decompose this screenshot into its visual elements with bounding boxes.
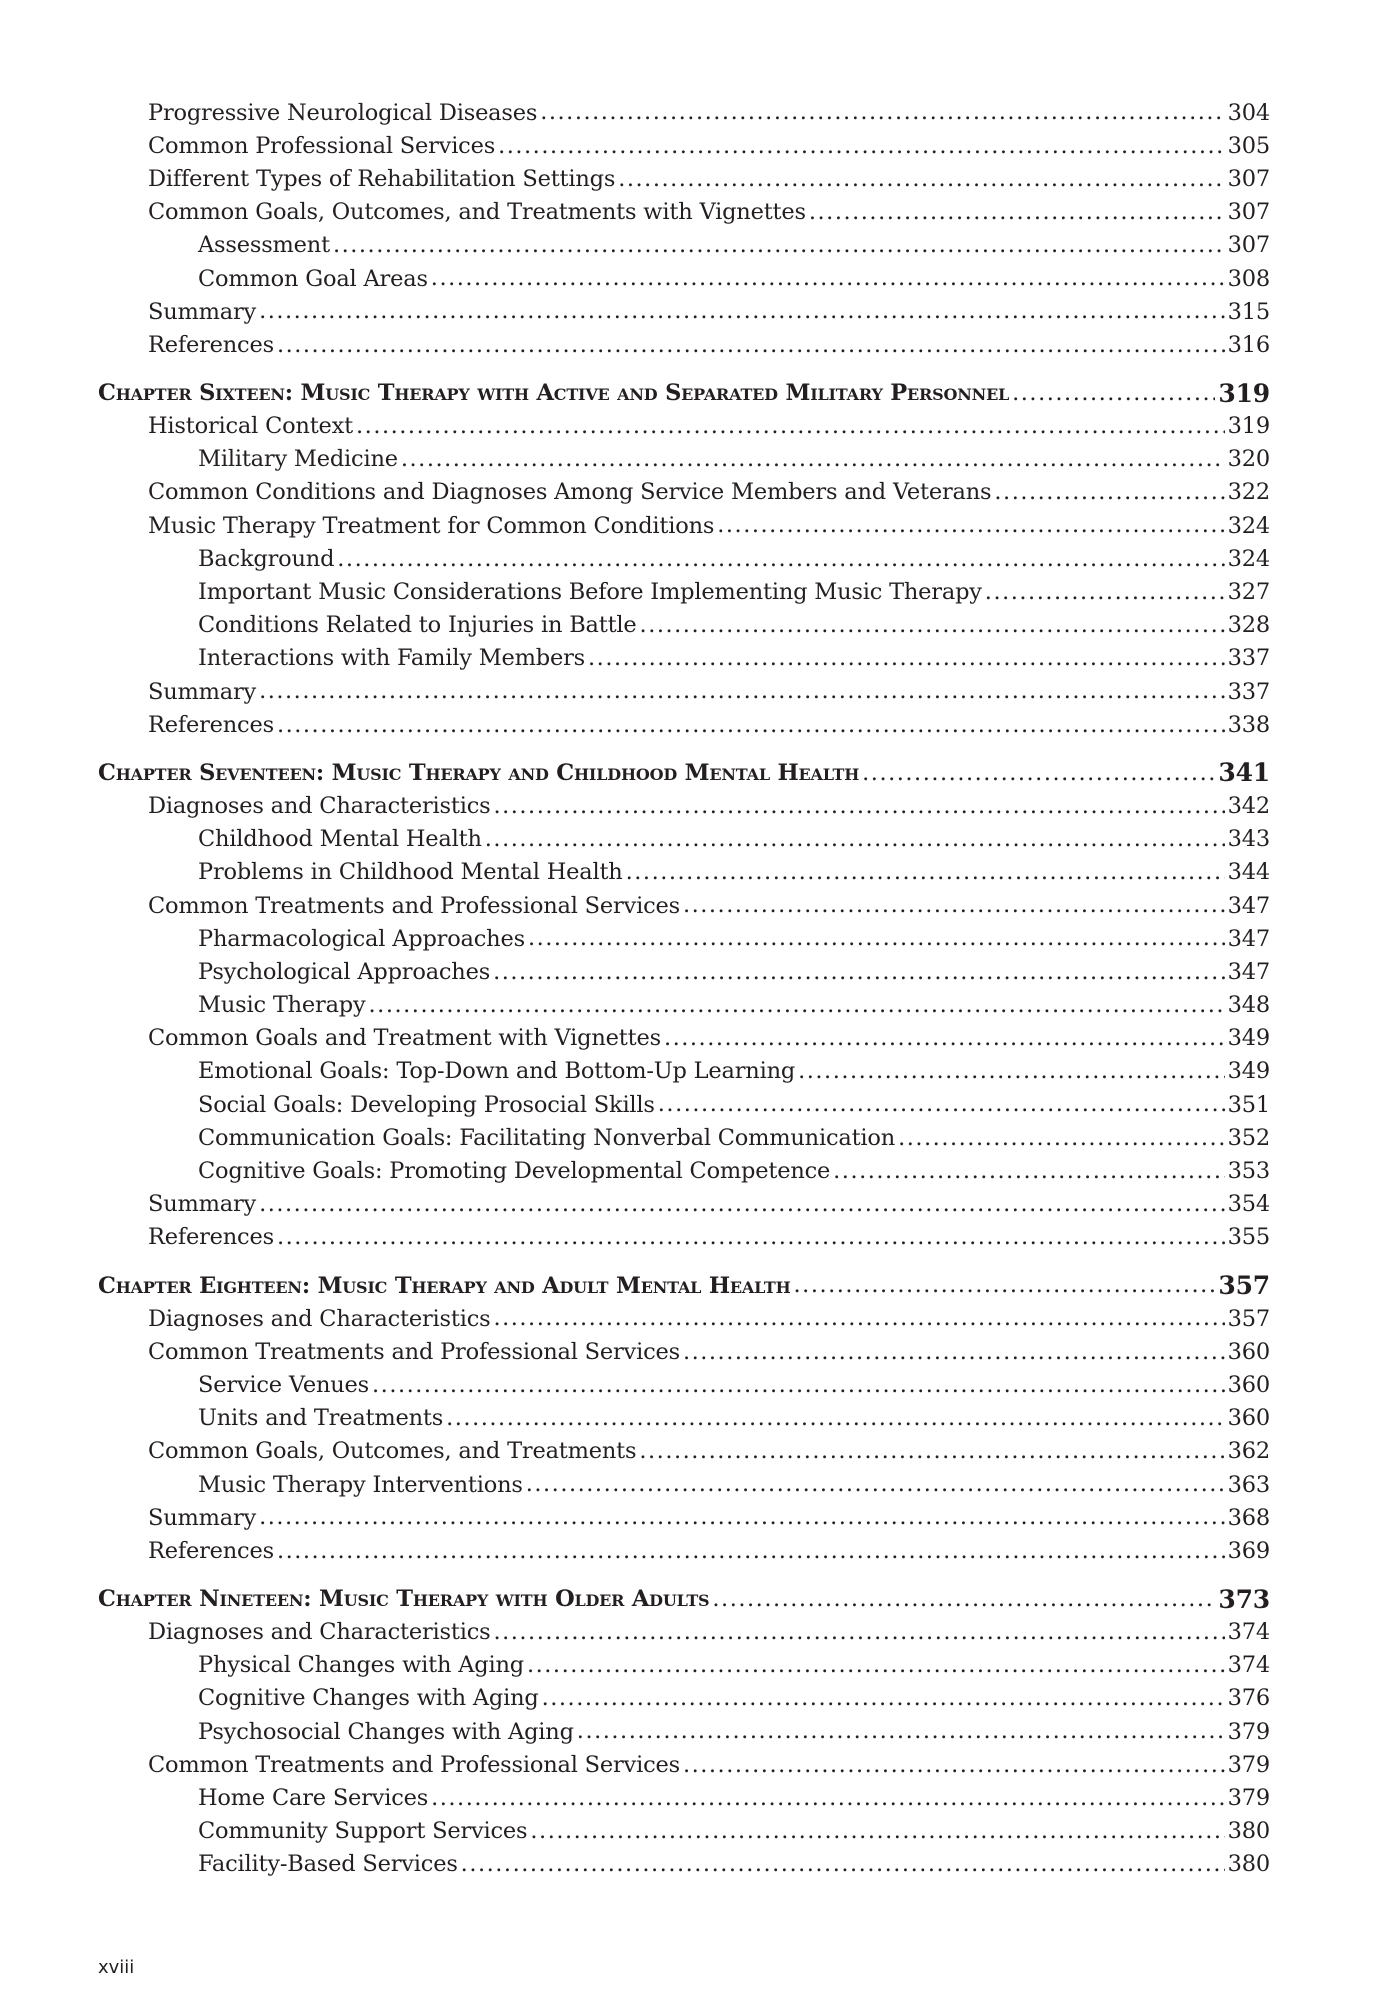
toc-entry bbox=[98, 1368, 1270, 1401]
toc-entry-title: Chapter Nineteen: Music Therapy with Older Adults bbox=[98, 1586, 710, 1612]
dot-leader bbox=[493, 1305, 1224, 1328]
toc-entry bbox=[98, 1715, 1270, 1748]
dot-leader bbox=[369, 992, 1225, 1015]
dot-leader bbox=[794, 1272, 1216, 1295]
dot-leader bbox=[277, 1538, 1225, 1561]
dot-leader bbox=[542, 1685, 1225, 1708]
dot-leader bbox=[588, 645, 1225, 668]
toc-entry-page: 337 bbox=[1227, 678, 1270, 705]
toc-entry bbox=[98, 1435, 1270, 1468]
toc-entry-title: Assessment bbox=[198, 232, 330, 259]
toc-entry-title: Different Types of Rehabilitation Settings bbox=[148, 165, 616, 192]
dot-leader bbox=[577, 1718, 1225, 1741]
toc-entry-title: Summary bbox=[148, 678, 257, 705]
toc-entry bbox=[98, 1534, 1270, 1567]
toc-entry-page: 349 bbox=[1227, 1025, 1270, 1052]
toc-entry-title: Interactions with Family Members bbox=[198, 645, 586, 672]
toc-entry bbox=[98, 1616, 1270, 1649]
toc-entry-page: 362 bbox=[1227, 1438, 1270, 1465]
toc-entry bbox=[98, 1055, 1270, 1088]
toc-entry-title: Emotional Goals: Top-Down and Bottom-Up Learning bbox=[198, 1058, 796, 1085]
toc-entry bbox=[98, 1848, 1270, 1881]
toc-entry bbox=[98, 1781, 1270, 1814]
toc-entry bbox=[98, 1121, 1270, 1154]
toc-entry-title: Music Therapy Interventions bbox=[198, 1471, 523, 1498]
dot-leader bbox=[530, 1818, 1224, 1841]
dot-leader bbox=[527, 1652, 1225, 1675]
dot-leader bbox=[528, 925, 1225, 948]
toc-entry-title: Common Conditions and Diagnoses Among Service Members and Veterans bbox=[148, 479, 992, 506]
toc-entry-title: Common Treatments and Professional Services bbox=[148, 1751, 680, 1778]
toc-entry bbox=[98, 1335, 1270, 1368]
dot-leader bbox=[498, 133, 1225, 156]
toc-entry-page: 354 bbox=[1227, 1191, 1270, 1218]
dot-leader bbox=[259, 1191, 1225, 1214]
toc-entry-page: 307 bbox=[1227, 199, 1270, 226]
dot-leader bbox=[401, 446, 1225, 469]
toc-entry bbox=[98, 823, 1270, 856]
dot-leader bbox=[493, 793, 1224, 816]
toc-entry-title: Chapter Eighteen: Music Therapy and Adult Mental Health bbox=[98, 1272, 791, 1299]
toc-entry-page: 341 bbox=[1218, 758, 1270, 788]
toc-entry bbox=[98, 129, 1270, 162]
toc-entry-title: Facility-Based Services bbox=[198, 1851, 458, 1878]
toc-entry-page: 327 bbox=[1227, 579, 1270, 606]
toc-entry-page: 352 bbox=[1227, 1124, 1270, 1151]
toc-entry-page: 315 bbox=[1227, 298, 1270, 325]
toc-entry-title: Chapter Sixteen: Music Therapy with Active and Separated Military Personnel bbox=[98, 380, 1010, 406]
toc-entry-title: Music Therapy bbox=[198, 992, 366, 1019]
toc-entry-title: Psychological Approaches bbox=[198, 958, 491, 985]
toc-entry-title: Background bbox=[198, 545, 335, 572]
toc-entry-title: Music Therapy Treatment for Common Conditions bbox=[148, 512, 715, 539]
toc-entry-title: Progressive Neurological Diseases bbox=[148, 99, 538, 126]
toc-entry-title: Military Medicine bbox=[198, 446, 398, 473]
toc-entry bbox=[98, 328, 1270, 361]
toc-entry-title: Community Support Services bbox=[198, 1818, 528, 1845]
toc-entry bbox=[98, 789, 1270, 822]
toc-entry-title: Problems in Childhood Mental Health bbox=[198, 859, 623, 886]
toc-entry-page: 376 bbox=[1227, 1685, 1270, 1712]
toc-entry-title: Important Music Considerations Before Implementing Music Therapy bbox=[198, 579, 982, 606]
toc-entry-page: 374 bbox=[1227, 1619, 1270, 1646]
toc-entry-page: 347 bbox=[1227, 958, 1270, 985]
toc-entry-title: Common Treatments and Professional Services bbox=[148, 892, 680, 919]
toc-entry-title: Common Goal Areas bbox=[198, 265, 428, 292]
toc-entry-title: Common Goals, Outcomes, and Treatments with Vignettes bbox=[148, 199, 806, 226]
toc-entry bbox=[98, 1748, 1270, 1781]
toc-entry bbox=[98, 1649, 1270, 1682]
dot-leader bbox=[898, 1125, 1225, 1148]
toc-chapter-entry bbox=[98, 756, 1270, 789]
toc-entry-title: References bbox=[148, 1537, 274, 1564]
toc-entry-title: Summary bbox=[148, 298, 257, 325]
toc-entry-page: 357 bbox=[1218, 1271, 1270, 1300]
dot-leader bbox=[809, 199, 1225, 222]
toc-entry-page: 324 bbox=[1227, 512, 1270, 539]
toc-entry-page: 320 bbox=[1227, 446, 1270, 473]
toc-entry-title: Home Care Services bbox=[198, 1785, 429, 1812]
toc-entry-title: Childhood Mental Health bbox=[198, 826, 482, 853]
dot-leader bbox=[862, 760, 1215, 783]
toc-entry bbox=[98, 96, 1270, 129]
toc-entry bbox=[98, 1088, 1270, 1121]
toc-entry-page: 360 bbox=[1227, 1338, 1270, 1365]
toc-entry-title: Diagnoses and Characteristics bbox=[148, 1305, 491, 1332]
dot-leader bbox=[618, 166, 1224, 189]
toc-entry-title: Psychosocial Changes with Aging bbox=[198, 1718, 574, 1745]
dot-leader bbox=[259, 298, 1225, 321]
toc-entry-title: Diagnoses and Characteristics bbox=[148, 1619, 491, 1646]
toc-entry-title: Common Goals, Outcomes, and Treatments bbox=[148, 1438, 637, 1465]
dot-leader bbox=[683, 1752, 1225, 1775]
dot-leader bbox=[277, 1224, 1225, 1247]
toc-entry bbox=[98, 856, 1270, 889]
dot-leader bbox=[985, 579, 1225, 602]
toc-entry-page: 380 bbox=[1227, 1851, 1270, 1878]
toc-entry-title: Common Professional Services bbox=[148, 132, 496, 159]
dot-leader bbox=[372, 1372, 1225, 1395]
dot-leader bbox=[540, 99, 1224, 122]
toc-entry-page: 380 bbox=[1227, 1818, 1270, 1845]
toc-entry-title: Summary bbox=[148, 1191, 257, 1218]
dot-leader bbox=[333, 232, 1225, 255]
toc-entry bbox=[98, 922, 1270, 955]
toc-entry bbox=[98, 675, 1270, 708]
toc-entry-page: 351 bbox=[1227, 1091, 1270, 1118]
toc-entry-page: 344 bbox=[1227, 859, 1270, 886]
dot-leader bbox=[626, 859, 1225, 882]
toc-entry-page: 337 bbox=[1227, 645, 1270, 672]
toc-entry-title: Units and Treatments bbox=[198, 1405, 444, 1432]
toc-entry-title: References bbox=[148, 1224, 274, 1251]
dot-leader bbox=[639, 1438, 1224, 1461]
toc-entry bbox=[98, 1154, 1270, 1187]
toc-entry bbox=[98, 196, 1270, 229]
dot-leader bbox=[431, 265, 1225, 288]
toc-entry-page: 304 bbox=[1227, 99, 1270, 126]
toc-entry-page: 353 bbox=[1227, 1158, 1270, 1185]
toc-entry-page: 307 bbox=[1227, 165, 1270, 192]
toc-entry bbox=[98, 1682, 1270, 1715]
toc-entry bbox=[98, 955, 1270, 988]
toc-entry-page: 308 bbox=[1227, 265, 1270, 292]
toc-entry-title: Cognitive Changes with Aging bbox=[198, 1685, 539, 1712]
toc-chapter-entry bbox=[98, 1269, 1270, 1302]
toc-entry bbox=[98, 989, 1270, 1022]
toc-entry-page: 374 bbox=[1227, 1652, 1270, 1679]
dot-leader bbox=[446, 1405, 1225, 1428]
toc-entry-page: 357 bbox=[1227, 1305, 1270, 1332]
toc-entry-title: Summary bbox=[148, 1504, 257, 1531]
toc-entry-page: 373 bbox=[1218, 1584, 1270, 1614]
dot-leader bbox=[717, 512, 1224, 535]
toc-entry bbox=[98, 1221, 1270, 1254]
dot-leader bbox=[833, 1158, 1225, 1181]
toc-entry-page: 379 bbox=[1227, 1718, 1270, 1745]
dot-leader bbox=[431, 1785, 1225, 1808]
dot-leader bbox=[356, 413, 1225, 436]
toc-entry-page: 319 bbox=[1227, 413, 1270, 440]
toc-entry bbox=[98, 162, 1270, 195]
page-number-folio: xviii bbox=[98, 1957, 135, 1978]
toc-entry-page: 360 bbox=[1227, 1405, 1270, 1432]
toc-entry-page: 379 bbox=[1227, 1785, 1270, 1812]
toc-entry bbox=[98, 509, 1270, 542]
toc-entry bbox=[98, 642, 1270, 675]
toc-entry-title: Conditions Related to Injuries in Battle bbox=[198, 612, 637, 639]
dot-leader bbox=[994, 479, 1224, 502]
toc-entry bbox=[98, 1188, 1270, 1221]
toc-entry bbox=[98, 1302, 1270, 1335]
dot-leader bbox=[798, 1058, 1225, 1081]
table-of-contents bbox=[98, 96, 1270, 1881]
toc-entry-page: 379 bbox=[1227, 1751, 1270, 1778]
dot-leader bbox=[259, 678, 1225, 701]
toc-chapter-entry bbox=[98, 1583, 1270, 1616]
toc-entry-page: 322 bbox=[1227, 479, 1270, 506]
toc-entry-title: Common Treatments and Professional Services bbox=[148, 1338, 680, 1365]
toc-entry bbox=[98, 575, 1270, 608]
toc-entry-title: Cognitive Goals: Promoting Developmental Competence bbox=[198, 1158, 831, 1185]
toc-entry-page: 363 bbox=[1227, 1471, 1270, 1498]
toc-entry bbox=[98, 410, 1270, 443]
toc-entry-page: 355 bbox=[1227, 1224, 1270, 1251]
dot-leader bbox=[658, 1091, 1225, 1114]
toc-entry bbox=[98, 609, 1270, 642]
toc-entry-page: 316 bbox=[1227, 331, 1270, 358]
dot-leader bbox=[337, 546, 1224, 569]
toc-entry-page: 369 bbox=[1227, 1537, 1270, 1564]
toc-entry-page: 349 bbox=[1227, 1058, 1270, 1085]
dot-leader bbox=[1012, 380, 1215, 403]
dot-leader bbox=[526, 1471, 1225, 1494]
toc-entry-page: 342 bbox=[1227, 792, 1270, 819]
toc-entry-title: References bbox=[148, 331, 274, 358]
dot-leader bbox=[259, 1504, 1225, 1527]
toc-entry bbox=[98, 542, 1270, 575]
toc-entry-title: Service Venues bbox=[198, 1371, 370, 1398]
toc-entry bbox=[98, 443, 1270, 476]
dot-leader bbox=[493, 959, 1225, 982]
toc-entry bbox=[98, 476, 1270, 509]
toc-entry bbox=[98, 889, 1270, 922]
dot-leader bbox=[485, 826, 1225, 849]
dot-leader bbox=[277, 332, 1225, 355]
toc-entry-page: 305 bbox=[1227, 132, 1270, 159]
dot-leader bbox=[493, 1619, 1224, 1642]
toc-entry-title: Chapter Seventeen: Music Therapy and Childhood Mental Health bbox=[98, 759, 860, 786]
toc-entry-page: 348 bbox=[1227, 992, 1270, 1019]
dot-leader bbox=[277, 712, 1225, 735]
toc-entry bbox=[98, 262, 1270, 295]
toc-entry-page: 347 bbox=[1227, 892, 1270, 919]
toc-chapter-entry bbox=[98, 377, 1270, 410]
toc-entry-title: Common Goals and Treatment with Vignettes bbox=[148, 1025, 661, 1052]
toc-entry bbox=[98, 229, 1270, 262]
toc-entry bbox=[98, 1402, 1270, 1435]
dot-leader bbox=[640, 612, 1225, 635]
toc-entry-page: 368 bbox=[1227, 1504, 1270, 1531]
toc-entry-page: 328 bbox=[1227, 612, 1270, 639]
dot-leader bbox=[712, 1586, 1215, 1609]
toc-entry-title: Social Goals: Developing Prosocial Skills bbox=[198, 1091, 655, 1118]
dot-leader bbox=[683, 892, 1225, 915]
dot-leader bbox=[664, 1025, 1225, 1048]
toc-entry-page: 324 bbox=[1227, 545, 1270, 572]
toc-entry-title: Physical Changes with Aging bbox=[198, 1652, 524, 1679]
toc-entry-page: 319 bbox=[1218, 378, 1270, 408]
toc-entry-page: 343 bbox=[1227, 826, 1270, 853]
toc-entry-title: Historical Context bbox=[148, 413, 354, 440]
toc-entry bbox=[98, 1468, 1270, 1501]
dot-leader bbox=[461, 1851, 1225, 1874]
toc-entry-title: Diagnoses and Characteristics bbox=[148, 792, 491, 819]
toc-entry bbox=[98, 1815, 1270, 1848]
toc-entry-title: Communication Goals: Facilitating Nonverbal Communication bbox=[198, 1124, 896, 1151]
toc-entry-page: 338 bbox=[1227, 711, 1270, 738]
toc-entry bbox=[98, 1022, 1270, 1055]
toc-entry-page: 347 bbox=[1227, 925, 1270, 952]
dot-leader bbox=[683, 1339, 1225, 1362]
toc-entry-page: 360 bbox=[1227, 1371, 1270, 1398]
toc-entry-page: 307 bbox=[1227, 232, 1270, 259]
toc-entry bbox=[98, 295, 1270, 328]
toc-entry bbox=[98, 1501, 1270, 1534]
toc-entry-title: References bbox=[148, 711, 274, 738]
toc-entry bbox=[98, 708, 1270, 741]
toc-entry-title: Pharmacological Approaches bbox=[198, 925, 525, 952]
